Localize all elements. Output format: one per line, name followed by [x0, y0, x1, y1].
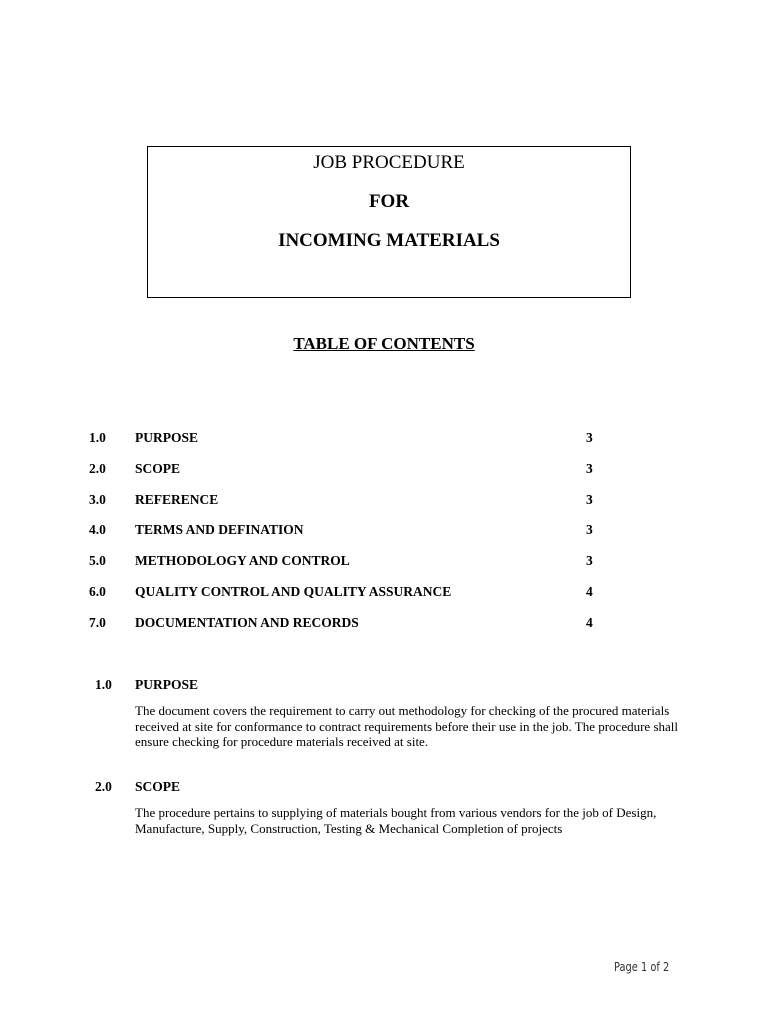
toc-item-page: 3	[586, 491, 593, 507]
toc-item-title: DOCUMENTATION AND RECORDS	[135, 614, 359, 630]
title-box	[147, 146, 631, 298]
toc-item	[0, 430, 768, 461]
toc-item-page: 4	[586, 614, 593, 630]
toc-list	[0, 430, 768, 646]
toc-item-page: 3	[586, 460, 593, 476]
section-body: The procedure pertains to supplying of materials bought from various vendors for the job of Design, Manufacture, Supply, Construction, Testing & Mechanical Completion of projects	[135, 805, 657, 836]
toc-item	[0, 492, 768, 523]
toc-item-number: 5.0	[89, 553, 106, 569]
toc-item	[0, 461, 768, 492]
toc-heading	[0, 334, 768, 354]
toc-item-page: 3	[586, 522, 593, 538]
toc-item	[0, 584, 768, 615]
section-number: 2.0	[95, 779, 112, 794]
toc-item-number: 7.0	[89, 614, 106, 630]
section-body: The document covers the requirement to carry out methodology for checking of the procured materials received at site for conformance to contract requirements before their use in the job. The procedure shall ensure checking for procedure materials received at site.	[135, 703, 679, 749]
toc-item-number: 3.0	[89, 491, 106, 507]
toc-item-number: 4.0	[89, 522, 106, 538]
section-number: 1.0	[95, 677, 112, 692]
toc-heading-text: TABLE OF CONTENTS	[293, 334, 475, 353]
toc-item-page: 3	[586, 430, 593, 445]
toc-item-title: REFERENCE	[135, 491, 219, 507]
toc-item-number: 1.0	[89, 430, 106, 445]
toc-item-title: PURPOSE	[135, 430, 199, 445]
section-title: SCOPE	[135, 779, 181, 794]
toc-item-title: METHODOLOGY AND CONTROL	[135, 553, 350, 569]
toc-item-page: 4	[586, 583, 593, 599]
toc-item-number: 2.0	[89, 460, 106, 476]
toc-item-number: 6.0	[89, 583, 106, 599]
toc-item-title: SCOPE	[135, 460, 181, 476]
toc-item	[0, 553, 768, 584]
page-number: Page 1 of 2	[614, 960, 670, 974]
toc-item-page: 3	[586, 553, 593, 569]
title-line-1: JOB PROCEDURE	[313, 152, 465, 173]
toc-item	[0, 522, 768, 553]
title-line-3: INCOMING MATERIALS	[278, 230, 500, 251]
toc-item-title: QUALITY CONTROL AND QUALITY ASSURANCE	[135, 583, 452, 599]
title-line-2: FOR	[368, 191, 410, 212]
toc-item-title: TERMS AND DEFINATION	[135, 522, 304, 538]
toc-item	[0, 615, 768, 646]
section-title: PURPOSE	[135, 677, 199, 692]
